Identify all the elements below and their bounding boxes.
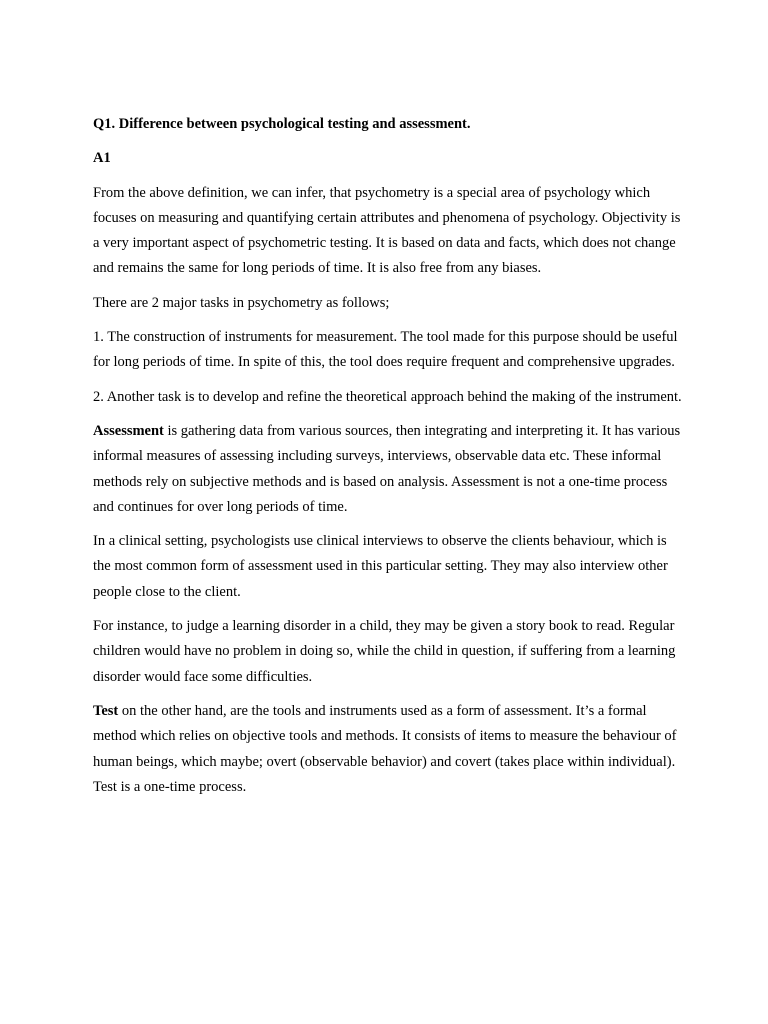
paragraph-task-two: 2. Another task is to develop and refine the theoretical approach behind the making of the instrument.	[93, 388, 682, 405]
paragraph-major-tasks-intro: There are 2 major tasks in psychometry as follows;	[93, 294, 390, 311]
paragraph-learning-disorder-example: For instance, to judge a learning disorder in a child, they may be given a story book to read. Regular children would have no problem in doing so, while the child in question, if suffering from a learning disorder would face some difficulties.	[93, 618, 676, 685]
paragraph-clinical-setting: In a clinical setting, psychologists use clinical interviews to observe the clients behaviour, which is the most common form of assessment used in this particular setting. They may also interview other people close to the client.	[93, 533, 668, 600]
paragraph-psychometry-definition: From the above definition, we can infer, that psychometry is a special area of psychology which focuses on measuring and quantifying certain attributes and phenomena of psychology. Objectivity is a very important aspect of psychometric testing. It is based on data and facts, which does not change and remains the same for long periods of time. It is also free from any biases.	[93, 184, 681, 277]
paragraph-task-one: 1. The construction of instruments for measurement. The tool made for this purpose should be useful for long periods of time. In spite of this, the tool does require frequent and comprehensive upgrades.	[93, 329, 678, 371]
assessment-description: is gathering data from various sources, then integrating and interpreting it. It has various informal measures of assessing including surveys, interviews, observable data etc. These informal methods rely on subjective methods and is based on analysis. Assessment is not a one-time process and continues for over long periods of time.	[93, 422, 681, 515]
paragraph-test	[93, 699, 683, 800]
paragraph-assessment	[93, 419, 683, 520]
question-heading: Q1. Difference between psychological testing and assessment.	[93, 116, 471, 132]
document-body	[93, 112, 683, 809]
test-description: on the other hand, are the tools and instruments used as a form of assessment. It’s a formal method which relies on objective tools and methods. It consists of items to measure the behaviour of human beings, which maybe; overt (observable behavior) and covert (takes place within individual). Test is a one-time process.	[93, 702, 677, 795]
test-term: Test	[93, 702, 119, 719]
answer-label: A1	[93, 150, 111, 167]
assessment-term: Assessment	[93, 422, 164, 439]
